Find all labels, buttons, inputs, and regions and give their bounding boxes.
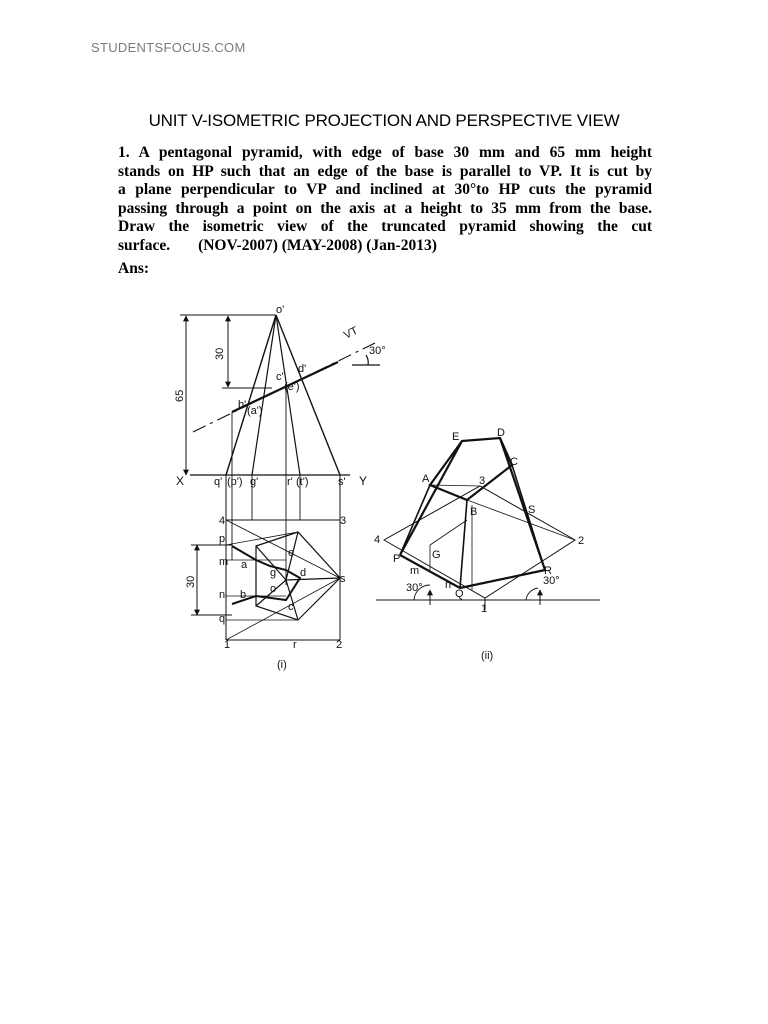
label: c xyxy=(288,601,294,613)
label: 4 xyxy=(219,515,226,527)
label: 30° xyxy=(406,582,423,594)
label: Y xyxy=(359,474,368,488)
label: n xyxy=(445,579,452,591)
label: r xyxy=(293,639,297,651)
label: 2 xyxy=(578,535,585,547)
label: 30 xyxy=(185,575,197,588)
label: d' xyxy=(298,363,307,375)
label: g' xyxy=(250,476,259,488)
label: (p') xyxy=(227,476,243,488)
label: 2 xyxy=(336,639,343,651)
label: Q xyxy=(455,588,464,600)
label: n xyxy=(219,589,226,601)
question-line: stands on HP such that an edge of the base is parallel to VP. It is cut by xyxy=(118,162,652,180)
label: 4 xyxy=(374,534,381,546)
question-line: Draw the isometric view of the truncated pyramid showing the cut xyxy=(118,218,652,236)
label: C xyxy=(510,456,518,468)
label: p xyxy=(219,533,226,545)
label: B xyxy=(470,506,478,518)
label: G xyxy=(432,549,441,561)
label: A xyxy=(422,473,430,485)
label: e xyxy=(288,547,295,559)
label: E xyxy=(452,431,460,443)
answer-label: Ans: xyxy=(118,260,150,277)
label: 1 xyxy=(481,603,488,615)
label: 65 xyxy=(174,389,186,402)
figure-caption: (i) xyxy=(277,659,287,671)
exam-references: (NOV-2007) (MAY-2008) (Jan-2013) xyxy=(198,236,437,254)
label: q' xyxy=(214,476,223,488)
label: P xyxy=(393,553,401,565)
label: s xyxy=(340,573,346,585)
page-title: UNIT V-ISOMETRIC PROJECTION AND PERSPECTIVE VIEW xyxy=(148,111,620,130)
question-line: passing through a point on the axis at a height to 35 mm from the base. xyxy=(118,199,652,217)
label: (t') xyxy=(296,476,309,488)
question-line: 1. A pentagonal pyramid, with edge of base 30 mm and 65 mm height xyxy=(118,144,652,161)
label: a xyxy=(241,559,248,571)
watermark: STUDENTSFOCUS.COM xyxy=(91,40,246,55)
label: o xyxy=(270,583,277,595)
label: (a') xyxy=(247,405,263,417)
label: D xyxy=(497,427,505,439)
label: X xyxy=(176,474,185,488)
figure-orthographic xyxy=(180,315,380,640)
label: g xyxy=(270,567,277,579)
label: q xyxy=(219,613,226,625)
label: m xyxy=(219,556,229,568)
figure-orthographic-labels xyxy=(174,304,386,671)
label: b xyxy=(240,589,247,601)
label: 30° xyxy=(543,575,560,587)
label: s' xyxy=(338,476,346,488)
label: 3 xyxy=(340,515,347,527)
label: S xyxy=(528,504,536,516)
label: VT xyxy=(342,324,360,342)
label: (e') xyxy=(284,381,300,393)
label: d xyxy=(300,567,307,579)
label: r' xyxy=(287,476,293,488)
label: 3 xyxy=(479,475,486,487)
label: o' xyxy=(276,304,285,316)
label: c' xyxy=(276,371,284,383)
question-line-start: surface. xyxy=(118,236,171,254)
label: m xyxy=(410,565,420,577)
label: 30° xyxy=(369,345,386,357)
figure-caption: (ii) xyxy=(481,650,494,662)
question-line: a plane perpendicular to VP and inclined at 30°to HP cuts the pyramid xyxy=(118,181,652,199)
label: b' xyxy=(238,399,247,411)
label: R xyxy=(544,565,552,577)
label: 1 xyxy=(224,639,231,651)
label: 30 xyxy=(214,347,226,360)
